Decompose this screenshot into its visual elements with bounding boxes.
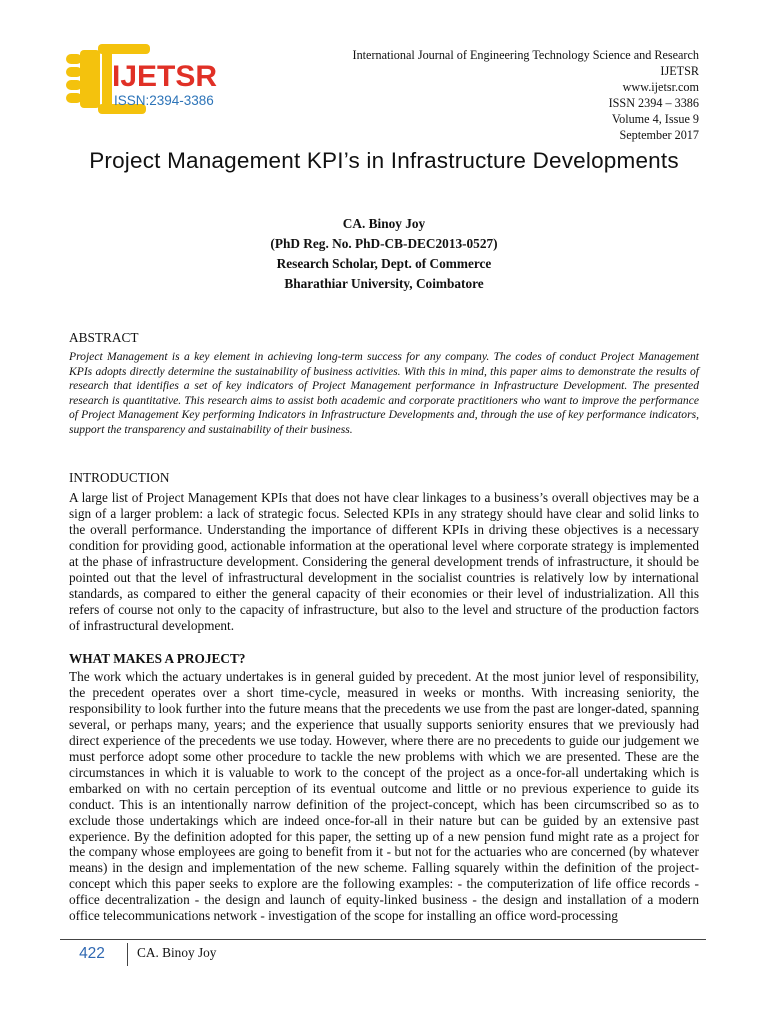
footer-author: CA. Binoy Joy	[137, 945, 217, 960]
logo-issn: ISSN:2394-3386	[114, 93, 214, 108]
author-position: Research Scholar, Dept. of Commerce	[276, 256, 492, 271]
journal-website: www.ijetsr.com	[622, 80, 699, 94]
introduction-heading: INTRODUCTION	[69, 470, 170, 485]
page-number: 422	[79, 945, 105, 962]
journal-date: September 2017	[619, 128, 699, 142]
journal-logo	[62, 42, 262, 118]
author-block	[0, 214, 768, 294]
paper-title: Project Management KPI’s in Infrastructure Developments	[89, 148, 679, 173]
logo-wordmark: IJETSR	[112, 60, 218, 93]
journal-abbrev: IJETSR	[660, 64, 699, 78]
journal-issn: ISSN 2394 – 3386	[608, 96, 699, 110]
logo-finger-1	[66, 54, 82, 64]
abstract-text: Project Management is a key element in achieving long-term success for any company. The codes of conduct Project Management KPIs adopts directly determine the sustainability of business activities. With this in mind, this paper aims to demonstrate the results of research that identifies a set of key indicators of Project Management performance in Infrastructure Development. The presented research is quantitative. This research aims to assist both academic and corporate practitioners who want to improve the performance of Project Management Key performing Indicators in Infrastructure Developments and, through the use of key performance indicators, support the transparency and sustainability of their business.	[69, 350, 699, 436]
abstract-heading: ABSTRACT	[69, 330, 139, 345]
logo-finger-3	[66, 80, 82, 90]
author-reg: (PhD Reg. No. PhD-CB-DEC2013-0527)	[270, 236, 498, 251]
logo-graphic	[62, 42, 262, 118]
journal-volume: Volume 4, Issue 9	[611, 112, 699, 126]
what-makes-text: The work which the actuary undertakes is in general guided by precedent. At the most junior level of responsibility, the precedent operates over a short time-cycle, measured in weeks or months. With increasing seniority, the responsibility to look further into the future means that the precedents we use from the past are longer-dated, spanning several, or perhaps many, years; and the experience that usually supports seniority ensures that we previously had direct experience of the precedents we use today. However, where there are no precedents to guide our judgement we must perforce adopt some other procedure to tackle the new problems with which we are presented. These are the circumstances in which it is valuable to work to the concept of the project as a once-for-all undertaking which is embarked on with no certain perception of its eventual outcome and little or no previous experience to guide its conduct. This is an intentionally narrow definition of the project-concept, which has been circumscribed so as to exclude those undertakings which are indeed once-for-all in their nature but can be guided by an extensive past experience. By the definition adopted for this paper, the setting up of a new pension fund might rate as a project for the company whose employees are going to benefit from it - but not for the actuaries who are concerned (by whatever means) in the design and implementation of the new scheme. Falling squarely within the definition of the project-concept which this paper seeks to explore are the following examples: - the computerization of life office records - office decentralization - the design and launch of equity-linked business - the design and installation of a modern office telecommunications network - investigation of the scope for installing an office word-processing	[69, 669, 699, 924]
author-name: CA. Binoy Joy	[342, 216, 426, 231]
logo-finger-2	[66, 67, 82, 77]
what-makes-heading: WHAT MAKES A PROJECT?	[69, 651, 246, 666]
journal-full-name: International Journal of Engineering Technology Science and Research	[352, 48, 699, 62]
journal-meta	[279, 47, 699, 143]
footer-separator	[127, 943, 128, 966]
author-university: Bharathiar University, Coimbatore	[284, 276, 484, 291]
footer-rule	[60, 939, 706, 940]
logo-finger-4	[66, 93, 82, 103]
introduction-text: A large list of Project Management KPIs that does not have clear linkages to a business’s overall objectives may be a sign of a larger problem: a lack of strategic focus. Selected KPIs in any strategy should have clear and solid links to the overall performance. Understanding the importance of different KPIs in driving these objectives is a necessary condition for providing good, actionable information at the operational level where corporate strategy is implemented at the phase of infrastructure development. Considering the general development trends of infrastructure, it should be pointed out that the level of infrastructural development in the socialist countries is relatively low by international standards, as compared to either the general capacity of their economies or their level of industrialization. All this refers of course not only to the capacity of infrastructure, but also to the level and structure of the production factors of infrastructural development.	[69, 490, 699, 633]
logo-palm	[80, 50, 100, 108]
